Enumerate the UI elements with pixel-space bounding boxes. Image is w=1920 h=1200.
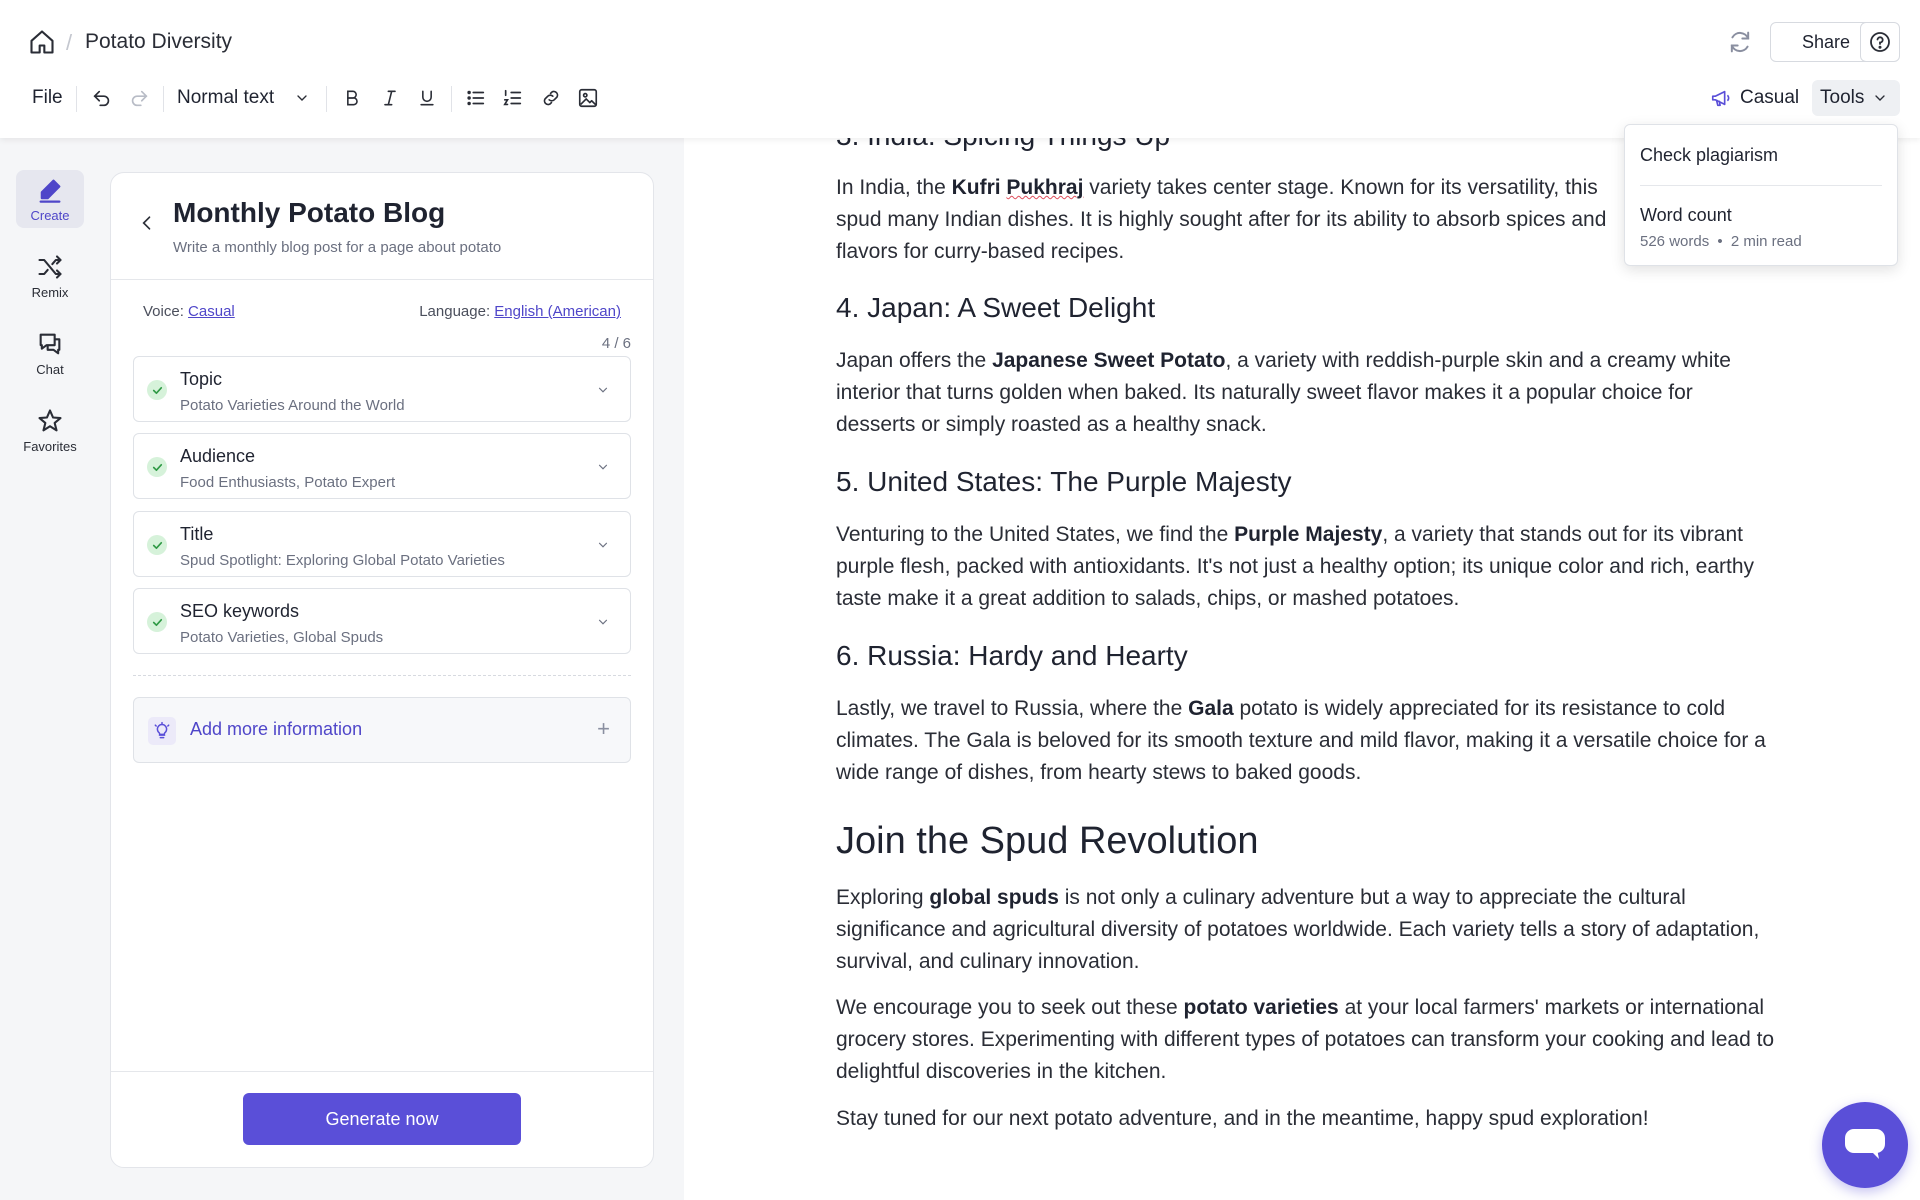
app-header (0, 0, 1920, 138)
document-title[interactable]: Potato Diversity (85, 30, 233, 53)
rail-remix-label: Remix (31, 285, 69, 300)
audience-card[interactable] (133, 433, 631, 499)
check-icon (147, 612, 167, 632)
numbered-list-button[interactable] (499, 78, 527, 118)
topic-card[interactable] (133, 356, 631, 422)
chat-support-button[interactable] (1822, 1102, 1908, 1188)
panel-title: Monthly Potato Blog (173, 197, 446, 228)
chevron-down-icon (294, 90, 310, 106)
title-bar (0, 0, 1920, 86)
bulb-icon (148, 717, 176, 745)
detail-separator: • (1717, 233, 1723, 250)
title-card[interactable] (133, 511, 631, 577)
word-count-details (1640, 233, 1802, 250)
toolbar-divider (76, 86, 77, 112)
add-more-information-button[interactable] (133, 697, 631, 763)
bullet-list-icon (462, 84, 490, 112)
word-count-item[interactable]: Word count (1640, 205, 1732, 225)
toolbar-divider (326, 86, 327, 112)
rail-favorites-label: Favorites (23, 439, 77, 454)
link-button[interactable] (537, 78, 565, 118)
text-style-value: Normal text (177, 87, 275, 108)
image-icon (574, 84, 602, 112)
seo-keywords-card-title: SEO keywords (180, 601, 300, 621)
check-icon (147, 380, 167, 400)
chat-icon (36, 330, 64, 358)
help-button[interactable] (1860, 22, 1900, 62)
sync-icon[interactable] (1726, 28, 1754, 56)
heading-russia: 6. Russia: Hardy and Hearty (836, 640, 1188, 671)
link-icon (537, 84, 565, 112)
italic-icon (376, 84, 404, 112)
breadcrumb-separator: / (66, 30, 73, 55)
check-icon (147, 457, 167, 477)
italic-button[interactable] (376, 78, 404, 118)
topic-card-title: Topic (180, 369, 223, 389)
word-count-value: 526 words (1640, 233, 1710, 250)
menu-divider (1640, 185, 1882, 186)
share-button[interactable]: Share (1770, 22, 1882, 62)
rail-remix[interactable] (16, 247, 84, 305)
underline-icon (413, 84, 441, 112)
progress-counter: 4 / 6 (601, 335, 631, 352)
voice-setting-link[interactable]: Casual (188, 303, 235, 320)
chevron-down-icon (596, 460, 610, 474)
paragraph-japan: Japan offers the Japanese Sweet Potato, a variety with reddish-purple skin and a creamy white interior that turns golden when baked. Its naturally sweet flavor makes it a popular choice for desserts or simply roasted as a healthy snack. (836, 349, 1731, 436)
language-setting (419, 303, 621, 320)
pen-icon (36, 176, 64, 204)
add-more-label: Add more information (190, 719, 363, 739)
back-icon[interactable] (137, 213, 157, 233)
language-setting-link[interactable]: English (American) (494, 303, 621, 320)
paragraph-united-states: Venturing to the United States, we find the Purple Majesty, a variety that stands out for its vibrant purple flesh, packed with antioxidants. It's not just a healthy option; its unique color and rich, earthy taste make it a great addition to salads, chips, or mashed potatoes. (836, 523, 1755, 610)
panel-footer-divider (111, 1071, 653, 1072)
chevron-down-icon (596, 615, 610, 629)
check-plagiarism-item[interactable]: Check plagiarism (1640, 145, 1779, 165)
numbered-list-icon (499, 84, 527, 112)
panel-divider (111, 279, 653, 280)
generate-now-button[interactable]: Generate now (243, 1093, 521, 1145)
heading-united-states: 5. United States: The Purple Majesty (836, 466, 1292, 497)
panel-subtitle: Write a monthly blog post for a page about potato (173, 239, 502, 256)
home-icon[interactable] (28, 28, 56, 56)
tools-dropdown[interactable] (1812, 80, 1900, 116)
rail-favorites[interactable] (16, 401, 84, 459)
chevron-down-icon (596, 538, 610, 552)
read-time-value: 2 min read (1730, 233, 1802, 250)
bold-button[interactable] (338, 78, 366, 118)
voice-setting-label: Voice: (143, 303, 184, 320)
heading-join: Join the Spud Revolution (836, 820, 1259, 862)
check-icon (147, 535, 167, 555)
chevron-down-icon (596, 383, 610, 397)
paragraph-join-3: Stay tuned for our next potato adventure, and in the meantime, happy spud exploration! (836, 1107, 1649, 1130)
title-card-title: Title (180, 524, 214, 544)
heading-japan: 4. Japan: A Sweet Delight (836, 292, 1156, 323)
paragraph-join-2: We encourage you to seek out these potato varieties at your local farmers' markets or international grocery stores. Experimenting with different types of potatoes can transform your cooking and lead to delightful discoveries in the kitchen. (836, 996, 1775, 1083)
rail-create-label: Create (30, 208, 70, 223)
star-icon (36, 407, 64, 435)
chat-bubble-icon (1843, 1125, 1887, 1165)
topic-card-value: Potato Varieties Around the World (180, 397, 405, 414)
paragraph-india: In India, the Kufri Pukhraj variety takes center stage. Known for its versatility, this spud many Indian dishes. It is highly sought after for its ability to absorb spices and flavors for curry-based recipes. (836, 176, 1607, 263)
toolbar-divider (163, 86, 164, 112)
tools-label: Tools (1820, 87, 1865, 108)
help-icon (1868, 30, 1892, 54)
seo-keywords-card-value: Potato Varieties, Global Spuds (180, 629, 384, 646)
plus-icon: + (597, 716, 610, 741)
template-panel (110, 172, 654, 1168)
image-button[interactable] (574, 78, 602, 118)
paragraph-russia: Lastly, we travel to Russia, where the Gala potato is widely appreciated for its resistance to cold climates. The Gala is beloved for its smooth texture and mild flavor, making it a versatile choice for a wide range of dishes, from hearty stews to baked goods. (836, 697, 1766, 784)
bold-icon (338, 84, 366, 112)
redo-icon (125, 84, 153, 112)
voice-selector[interactable] (1710, 78, 1799, 118)
seo-keywords-card[interactable] (133, 588, 631, 654)
audience-card-title: Audience (180, 446, 256, 466)
rail-chat-label: Chat (36, 362, 64, 377)
undo-icon (88, 84, 116, 112)
audience-card-value: Food Enthusiasts, Potato Expert (180, 474, 396, 491)
file-menu[interactable]: File (32, 87, 63, 108)
underline-button[interactable] (413, 78, 441, 118)
undo-button[interactable] (88, 78, 116, 118)
chevron-down-icon (1872, 90, 1888, 106)
dashed-divider (133, 675, 631, 676)
left-rail (0, 138, 100, 1200)
bullet-list-button[interactable] (462, 78, 490, 118)
voice-label: Casual (1740, 87, 1800, 108)
rail-chat[interactable] (16, 324, 84, 382)
redo-button[interactable] (125, 78, 153, 118)
toolbar-divider (451, 86, 452, 112)
paragraph-join-1: Exploring global spuds is not only a culinary adventure but a way to appreciate the cultural significance and agricultural diversity of potatoes worldwide. Each variety tells a story of adaptation, survival, and culinary innovation. (836, 886, 1760, 973)
rail-create[interactable] (16, 170, 84, 228)
voice-setting (143, 303, 235, 320)
shuffle-icon (36, 253, 64, 281)
language-setting-label: Language: (419, 303, 491, 320)
megaphone-icon (1710, 87, 1732, 109)
editor-toolbar (0, 78, 1920, 118)
title-card-value: Spud Spotlight: Exploring Global Potato Varieties (180, 552, 505, 569)
text-style-dropdown[interactable] (177, 78, 310, 118)
tools-menu (1624, 124, 1898, 266)
